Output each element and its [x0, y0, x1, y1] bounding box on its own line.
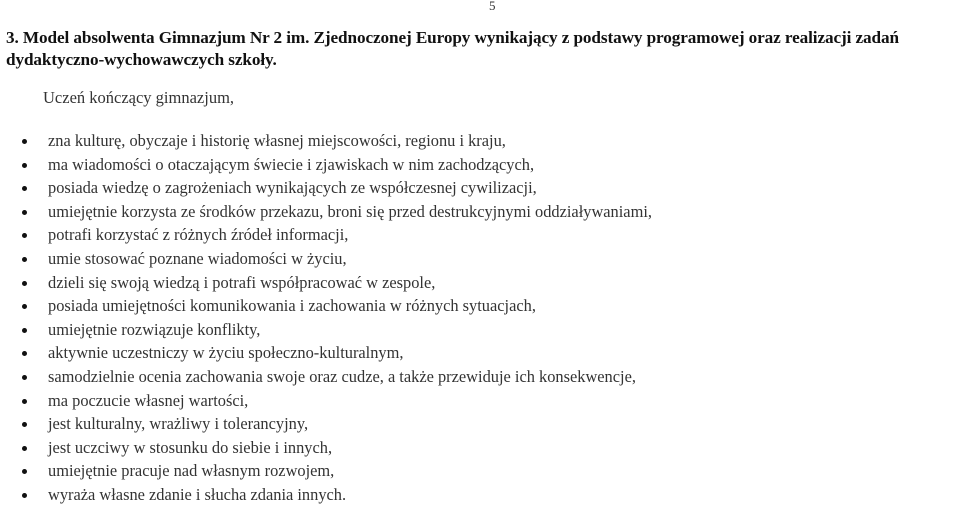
bullet-icon [22, 351, 27, 356]
list-item-text: umiejętnie korzysta ze środków przekazu, broni się przed destrukcyjnymi oddziaływaniami, [48, 201, 652, 221]
bullet-icon [22, 493, 27, 498]
list-item-text: jest kulturalny, wrażliwy i tolerancyjny, [48, 414, 309, 434]
bullet-icon [22, 399, 27, 404]
bullet-icon [22, 257, 27, 262]
list-item-text: posiada umiejętności komunikowania i zachowania w różnych sytuacjach, [48, 296, 536, 316]
bullet-icon [22, 422, 27, 427]
list-item-text: umiejętnie rozwiązuje konflikty, [48, 319, 261, 339]
list-item-text: dzieli się swoją wiedzą i potrafi współpracować w zespole, [48, 272, 436, 292]
bullet-icon [22, 304, 27, 309]
bullet-icon [22, 210, 27, 215]
list-item-text: aktywnie uczestniczy w życiu społeczno-kulturalnym, [48, 343, 404, 363]
list-item-text: ma wiadomości o otaczającym świecie i zjawiskach w nim zachodzących, [48, 154, 535, 174]
list-item-text: samodzielnie ocenia zachowania swoje oraz cudze, a także przewiduje ich konsekwencje, [48, 366, 636, 386]
bullet-icon [22, 139, 27, 144]
bullet-icon [22, 186, 27, 191]
list-item-text: posiada wiedzę o zagrożeniach wynikających ze współczesnej cywilizacji, [48, 178, 537, 198]
bullet-icon [22, 163, 27, 168]
list-item-text: zna kulturę, obyczaje i historię własnej miejscowości, regionu i kraju, [48, 131, 506, 150]
list-item-text: umiejętnie pracuje nad własnym rozwojem, [48, 461, 335, 481]
bullet-icon [22, 233, 27, 238]
bullet-icon [22, 328, 27, 333]
list-item-text: potrafi korzystać z różnych źródeł informacji, [48, 225, 349, 245]
list-item-text: ma poczucie własnej wartości, [48, 390, 249, 410]
page-number: 5 [489, 0, 496, 13]
section-heading: 3. Model absolwenta Gimnazjum Nr 2 im. Zjednoczonej Europy wynikający z podstawy programowej oraz realizacji zadań dydaktyczno-wychowawczych szkoły. [6, 28, 899, 69]
bullet-icon [22, 375, 27, 380]
list-item-text: umie stosować poznane wiadomości w życiu, [48, 248, 347, 268]
bullet-icon [22, 446, 27, 451]
bullet-icon [22, 281, 27, 286]
bullet-icon [22, 469, 27, 474]
list-item-text: jest uczciwy w stosunku do siebie i innych, [48, 437, 333, 457]
intro-text: Uczeń kończący gimnazjum, [43, 88, 235, 107]
list-item-text: wyraża własne zdanie i słucha zdania innych. [48, 484, 347, 504]
